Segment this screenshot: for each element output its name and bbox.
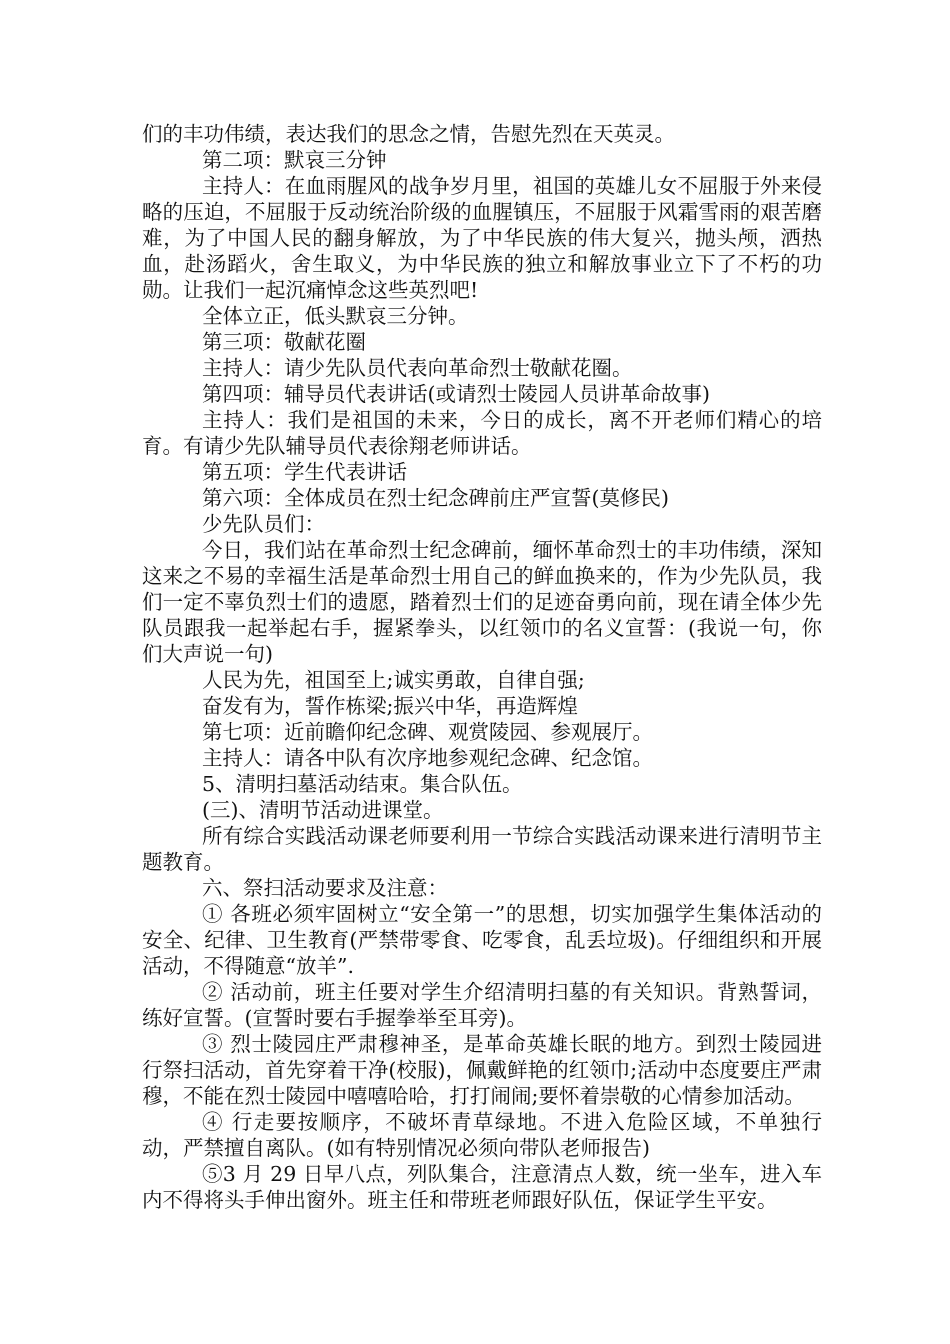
paragraph-requirement-3: ③ 烈士陵园庄严肃穆神圣，是革命英雄长眠的地方。到烈士陵园进行祭扫活动，首先穿着干净(校服)，佩戴鲜艳的红领巾;活动中态度要庄严肃穆，不能在烈士陵园中嘻嘻哈哈，打打闹闹;要怀着崇敬的心情参加活动。 [142,1032,822,1108]
paragraph-requirement-1: ① 各班必须牢固树立“安全第一”的思想，切实加强学生集体活动的安全、纪律、卫生教育(严禁带零食、吃零食，乱丢垃圾)。仔细组织和开展活动，不得随意“放羊”. [142,902,822,978]
paragraph-oath-line-2: 奋发有为，誓作栋梁;振兴中华，再造辉煌 [202,694,578,718]
paragraph-oath-intro: 今日，我们站在革命烈士纪念碑前，缅怀革命烈士的丰功伟绩，深知这来之不易的幸福生活是革命烈士用自己的鲜血换来的，作为少先队员，我们一定不辜负烈士们的遗愿，踏着烈士们的足迹奋勇向前，现在请全体少先队员跟我一起举起右手，握紧拳头，以红领巾的名义宣誓：(我说一句，你们大声说一句) [142,538,822,666]
paragraph-item-2-heading: 第二项：默哀三分钟 [202,148,387,172]
paragraph-continuation: 们的丰功伟绩，表达我们的思念之情，告慰先烈在天英灵。 [142,122,675,146]
paragraph-activity-end: 5、清明扫墓活动结束。集合队伍。 [202,772,523,796]
paragraph-silence-instruction: 全体立正，低头默哀三分钟。 [202,304,469,328]
paragraph-section-6-heading: 六、祭扫活动要求及注意： [202,876,448,900]
paragraph-address: 少先队员们： [202,512,325,536]
paragraph-host-speech-silence: 主持人：在血雨腥风的战争岁月里，祖国的英雄儿女不屈服于外来侵略的压迫，不屈服于反动统治阶级的血腥镇压，不屈服于风霜雪雨的艰苦磨难，为了中国人民的翻身解放，为了中华民族的伟大复兴，抛头颅，洒热血，赴汤蹈火，舍生取义，为中华民族的独立和解放事业立下了不朽的功勋。让我们一起沉痛悼念这些英烈吧! [142,174,822,302]
paragraph-classroom-education: 所有综合实践活动课老师要利用一节综合实践活动课来进行清明节主题教育。 [142,824,822,874]
paragraph-requirement-5: ⑤3 月 29 日早八点，列队集合，注意清点人数，统一坐车，进入车内不得将头手伸出窗外。班主任和带班老师跟好队伍，保证学生平安。 [142,1162,822,1212]
paragraph-item-6-heading: 第六项：全体成员在烈士纪念碑前庄严宣誓(莫修民) [202,486,669,510]
paragraph-host-wreath: 主持人：请少先队员代表向革命烈士敬献花圈。 [202,356,633,380]
paragraph-oath-line-1: 人民为先，祖国至上;诚实勇敢，自律自强; [202,668,585,692]
paragraph-requirement-2: ② 活动前，班主任要对学生介绍清明扫墓的有关知识。背熟誓词，练好宣誓。(宣誓时要右手握拳举至耳旁)。 [142,980,822,1030]
paragraph-host-visit: 主持人：请各中队有次序地参观纪念碑、纪念馆。 [202,746,653,770]
paragraph-section-3-heading: (三)、清明节活动进课堂。 [202,798,444,822]
paragraph-host-teacher-speech: 主持人：我们是祖国的未来，今日的成长，离不开老师们精心的培育。有请少先队辅导员代表徐翔老师讲话。 [142,408,822,458]
paragraph-item-7-heading: 第七项：近前瞻仰纪念碑、观赏陵园、参观展厅。 [202,720,653,744]
paragraph-requirement-4: ④ 行走要按顺序，不破坏青草绿地。不进入危险区域，不单独行动，严禁擅自离队。(如有特别情况必须向带队老师报告) [142,1110,822,1160]
paragraph-item-5-heading: 第五项：学生代表讲话 [202,460,407,484]
paragraph-item-3-heading: 第三项：敬献花圈 [202,330,366,354]
paragraph-item-4-heading: 第四项：辅导员代表讲话(或请烈士陵园人员讲革命故事) [202,382,710,406]
document-body [142,121,822,1213]
